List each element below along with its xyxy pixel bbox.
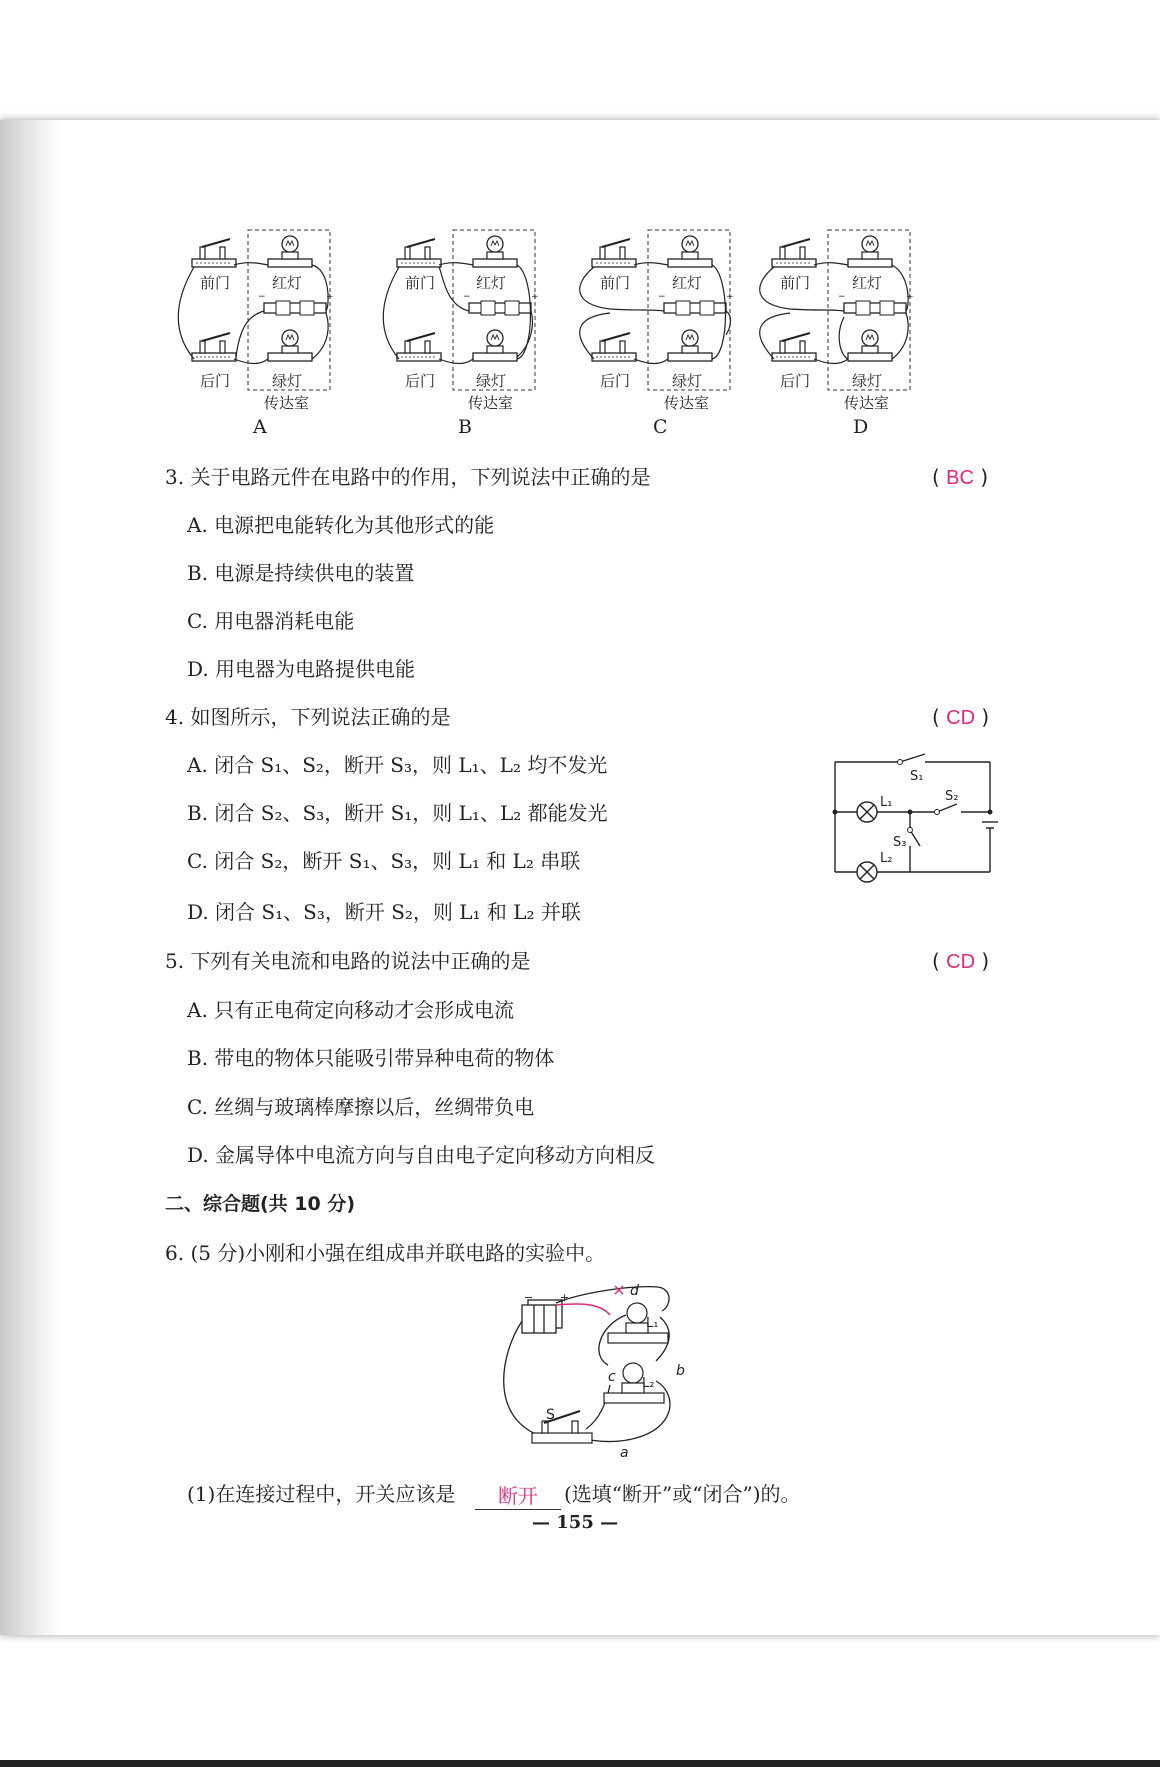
option-label-a: A: [253, 416, 267, 438]
circuit-option-b: [383, 230, 538, 390]
s2-label: S₂: [945, 789, 959, 804]
option-label-c: C: [653, 416, 668, 438]
sub1-text-after: (选填“断开”或“闭合”)的。: [564, 1482, 801, 1506]
sub1-text-before: (1)在连接过程中，开关应该是: [187, 1482, 456, 1506]
answer-bracket: ( BC ): [932, 465, 989, 489]
front-door-label: 前门: [200, 274, 231, 292]
answer-value: CD: [946, 951, 976, 973]
room-label: 传达室: [468, 394, 514, 412]
minus-label: −: [524, 1291, 534, 1304]
switch-s-label: S: [546, 1407, 555, 1423]
option-d: D. 闭合 S₁、S₃，断开 S₂，则 L₁ 和 L₂ 并联: [187, 900, 581, 924]
question-stem: 3. 关于电路元件在电路中的作用，下列说法中正确的是: [165, 465, 651, 489]
circuit-option-c: [580, 230, 734, 390]
room-label: 传达室: [264, 394, 310, 412]
red-light-label: 红灯: [852, 274, 883, 292]
option-a: A. 闭合 S₁、S₂，断开 S₃，则 L₁、L₂ 均不发光: [187, 753, 608, 777]
front-door-label: 前门: [405, 274, 436, 292]
option-d: D. 金属导体中电流方向与自由电子定向移动方向相反: [187, 1143, 656, 1167]
option-b: B. 带电的物体只能吸引带异种电荷的物体: [187, 1046, 555, 1070]
q6-circuit-figure: [490, 1285, 690, 1460]
option-label-b: B: [458, 416, 472, 438]
s3-label: S₃: [893, 835, 907, 850]
answer-value: CD: [946, 707, 976, 729]
question-stem: 4. 如图所示，下列说法正确的是: [165, 705, 451, 729]
back-door-label: 后门: [405, 372, 436, 390]
circuit-option-a: [178, 230, 333, 390]
option-a: A. 电源把电能转化为其他形式的能: [187, 513, 495, 537]
wire-b-label: b: [676, 1363, 685, 1379]
l2-label: L₂: [642, 1376, 655, 1391]
sub1-answer-blank: 断开: [475, 1480, 561, 1510]
green-light-label: 绿灯: [476, 372, 507, 390]
green-light-label: 绿灯: [672, 372, 703, 390]
option-c: C. 用电器消耗电能: [187, 609, 355, 633]
option-label-d: D: [853, 416, 869, 438]
option-a: A. 只有正电荷定向移动才会形成电流: [187, 998, 515, 1022]
l1-label: L₁: [880, 795, 893, 810]
option-b: B. 闭合 S₂、S₃，断开 S₁，则 L₁、L₂ 都能发光: [187, 801, 608, 825]
back-door-label: 后门: [200, 372, 231, 390]
circuit-option-d: [760, 230, 914, 390]
page-edge-shadow: [0, 120, 60, 1635]
back-door-label: 后门: [600, 372, 631, 390]
l2-label: L₂: [880, 851, 893, 866]
front-door-label: 前门: [600, 274, 631, 292]
option-d: D. 用电器为电路提供电能: [187, 657, 416, 681]
green-light-label: 绿灯: [272, 372, 303, 390]
answer-bracket: ( CD ): [932, 949, 990, 973]
back-door-label: 后门: [780, 372, 811, 390]
bottom-bar: [0, 1760, 1160, 1767]
l1-label: L₁: [646, 1316, 659, 1331]
wire-c-label: c: [608, 1369, 616, 1385]
wire-a-label: a: [620, 1445, 629, 1461]
answer-value: BC: [946, 467, 974, 489]
q4-circuit-diagram: [825, 750, 1005, 890]
option-b: B. 电源是持续供电的装置: [187, 561, 415, 585]
front-door-label: 前门: [780, 274, 811, 292]
wire-d-label: d: [630, 1283, 639, 1299]
section-heading: 二、综合题(共 10 分): [165, 1193, 356, 1215]
s1-label: S₁: [910, 769, 924, 784]
red-light-label: 红灯: [476, 274, 507, 292]
green-light-label: 绿灯: [852, 372, 883, 390]
room-label: 传达室: [844, 394, 890, 412]
page-number: — 155 —: [532, 1512, 619, 1533]
question-stem: 5. 下列有关电流和电路的说法中正确的是: [165, 949, 531, 973]
red-light-label: 红灯: [672, 274, 703, 292]
option-c: C. 闭合 S₂，断开 S₁、S₃，则 L₁ 和 L₂ 串联: [187, 849, 581, 873]
option-c: C. 丝绸与玻璃棒摩擦以后，丝绸带负电: [187, 1095, 535, 1119]
question-6-stem: 6. (5 分)小刚和小强在组成串并联电路的实验中。: [165, 1241, 606, 1265]
plus-label: +: [560, 1291, 570, 1304]
red-light-label: 红灯: [272, 274, 303, 292]
answer-bracket: ( CD ): [932, 705, 990, 729]
room-label: 传达室: [664, 394, 710, 412]
